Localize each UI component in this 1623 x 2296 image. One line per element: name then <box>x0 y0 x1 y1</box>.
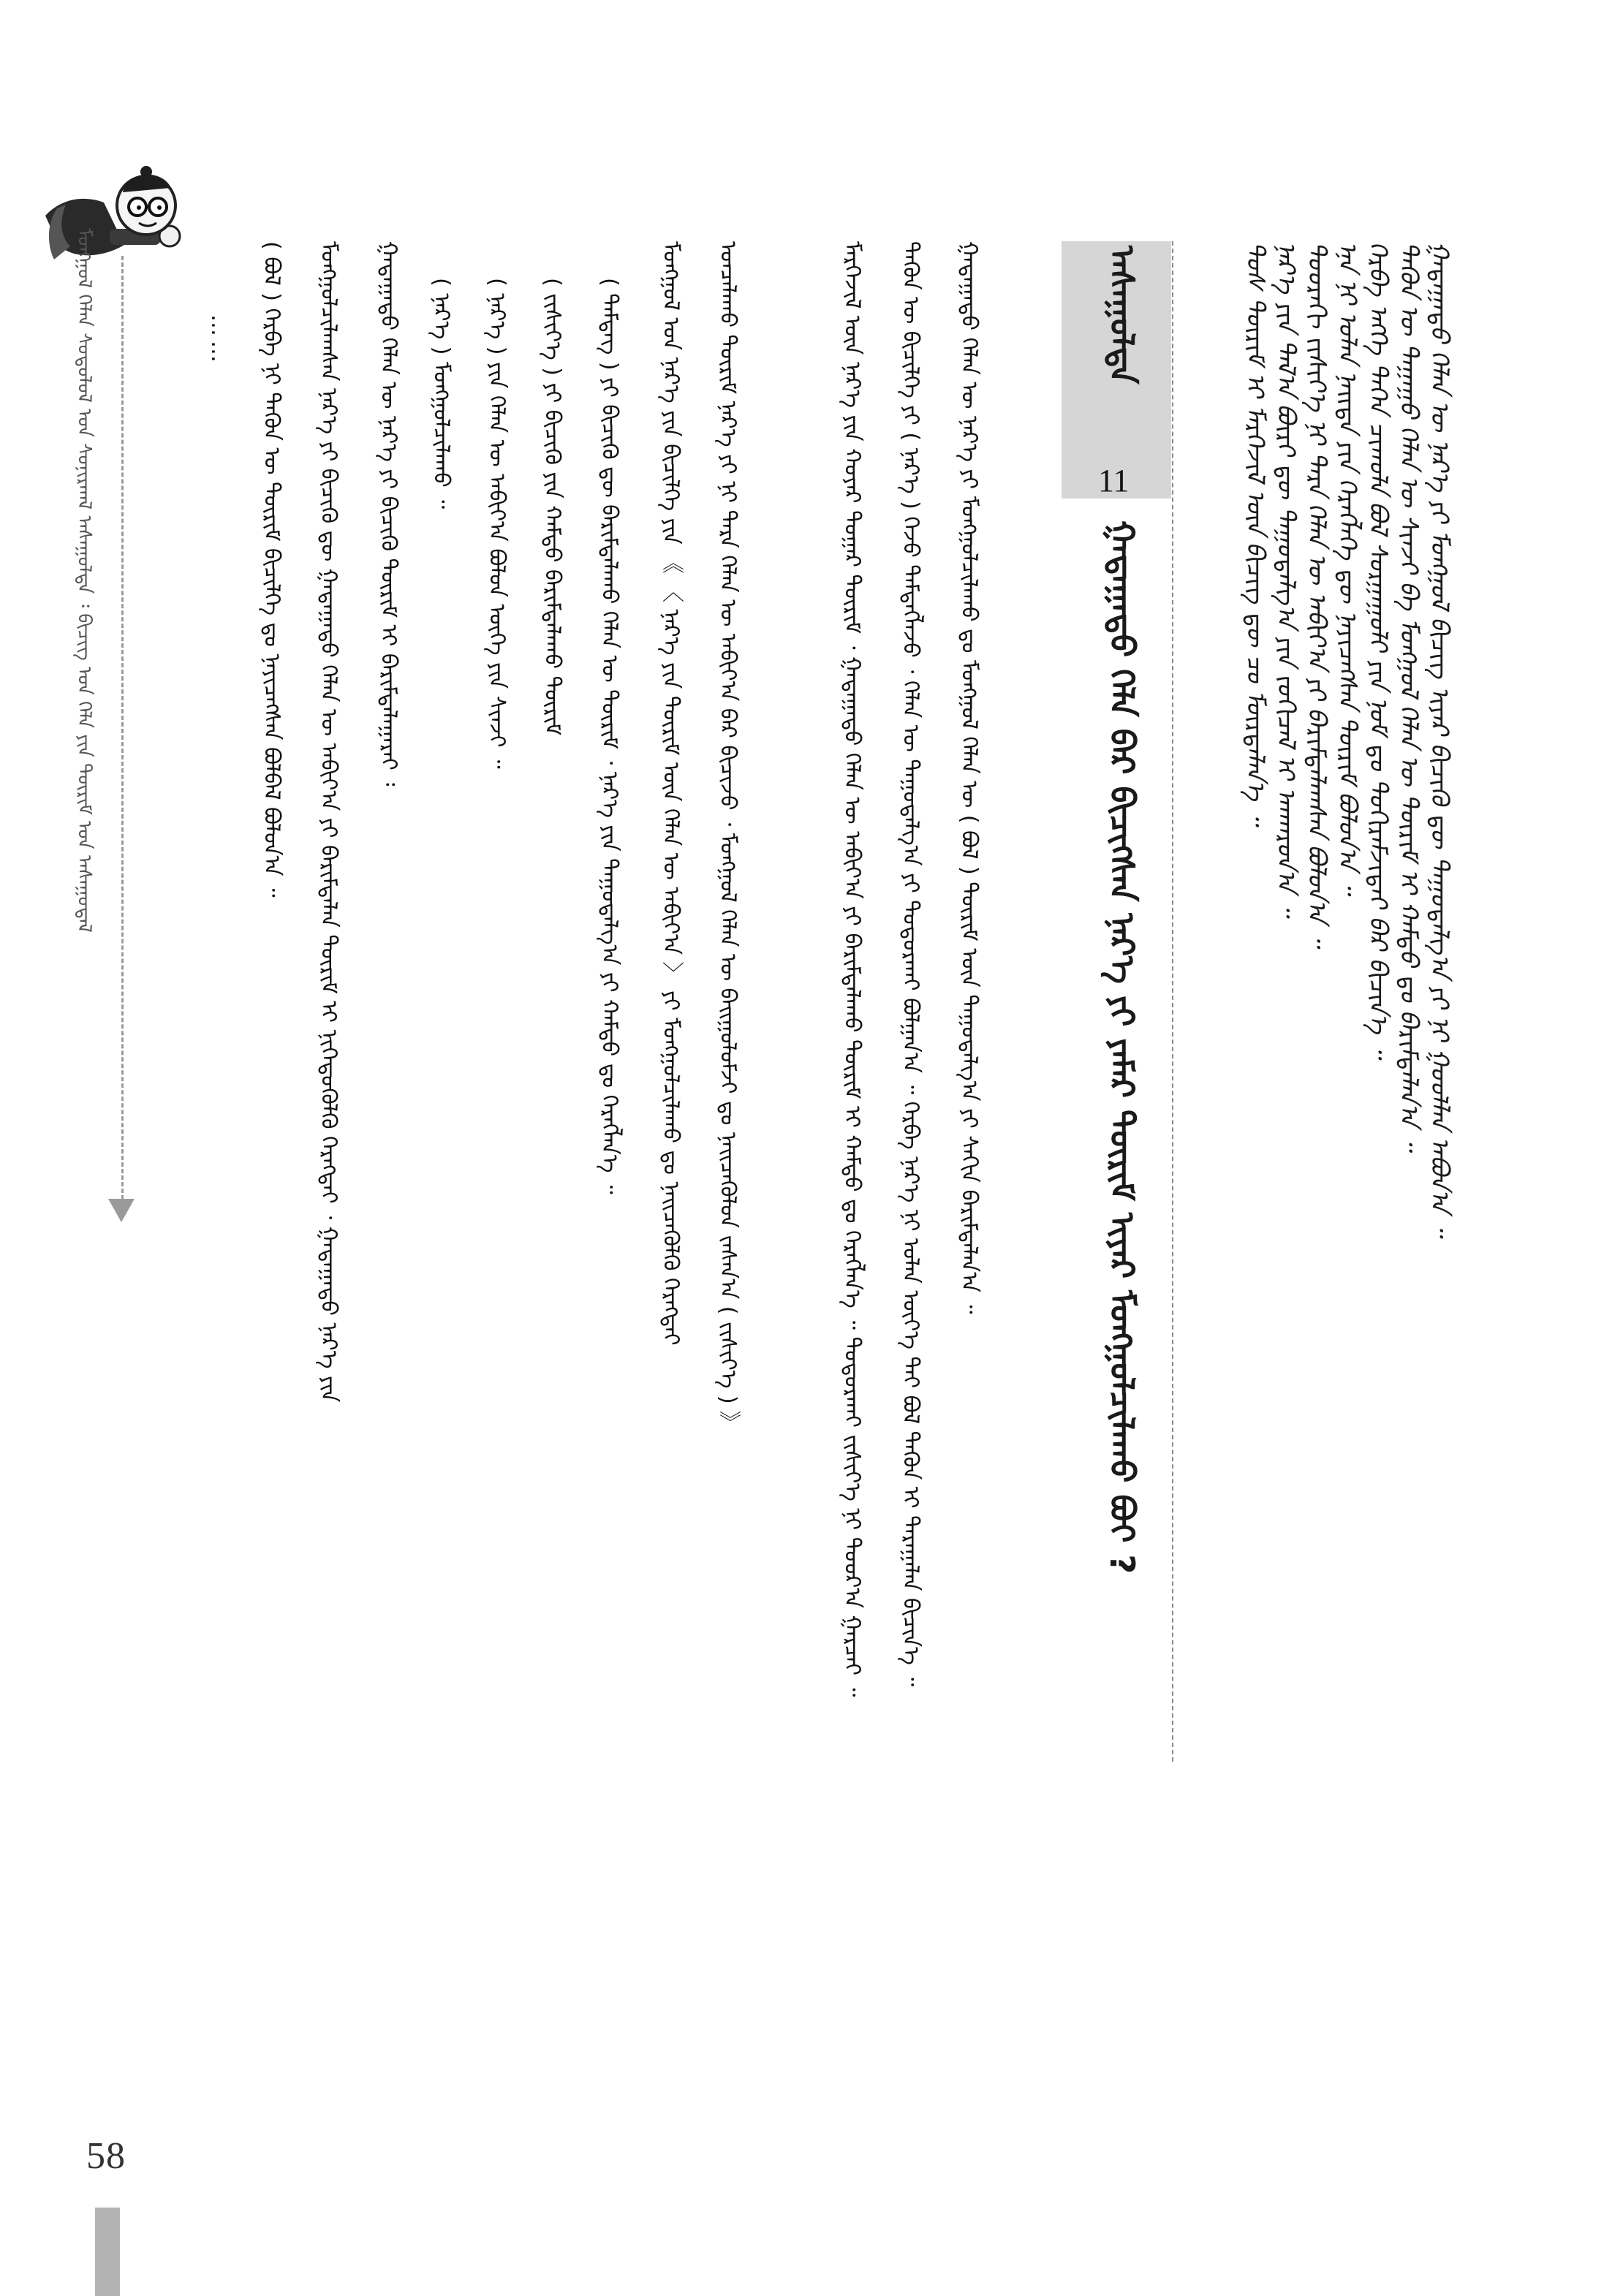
paragraph-line: ᠭᠠᠳᠠᠭᠠᠳᠤ ᠬᠡᠯᠡᠨ ᠦ ᠨᠡᠷ᠎ᠡ ᠶᠢ ᠮᠣᠩᠭᠣᠯᠴᠢᠯᠠᠬᠤ ᠳᠤ ᠮᠣᠩᠭᠣᠯ ᠬᠡᠯᠡᠨ ᠦ ( ᠪᠣᠯ ) ᠳᠦᠷᠢᠮ ᠦᠨ ᠳᠠᠭᠤᠳᠠᠯᠭ᠎ᠠ ᠶᠢ ᠰᠠᠬᠢᠨ ᠪᠠᠷᠢᠮᠲᠠᠯᠠᠨ᠎ᠠ ᠃ <box>956 241 982 1314</box>
paragraph-line: ᠣᠨᠴᠠᠯᠠᠬᠤ ᠳᠦᠷᠢᠮ ᠨᠡᠷ᠎ᠡ ᠶᠢ ᠨᠢ ᠲᠡᠷᠡ ᠬᠡᠯᠡᠨ ᠦ ᠠᠪᠢᠶ᠎ᠠ ᠪᠠᠷ ᠪᠢᠴᠢᠵᠦ ᠂ ᠮᠣᠩᠭᠣᠯ ᠬᠡᠯᠡᠨ ᠦ ᠪᠠᠢᠭᠤᠯᠤᠮᠵᠢ ᠳᠤ ᠨᠡᠢᠴᠡᠭᠦᠯᠦᠨ ᠵᠠᠰᠠᠨ᠎ᠠ ( ᠵᠢᠱᠢᠶ᠎ᠡ ) 》 <box>715 241 741 1433</box>
script-line: ᠭᠠᠳᠠᠭᠠᠳᠤ ᠬᠡᠯᠡᠨ ᠦ ᠨᠡᠷ᠎ᠡ ᠶᠢ ᠮᠣᠩᠭᠣᠯ ᠪᠢᠴᠢᠭ ᠢᠶᠡᠷ ᠪᠢᠴᠢᠬᠦ ᠳᠦ ᠳᠠᠭᠤᠳᠠᠯᠭ᠎ᠠ ᠶᠢ ᠨᠢ ᠭᠣᠤᠯᠯᠠᠨ ᠠᠪᠤᠨ᠎ᠠ ᠃ <box>1425 241 1454 1237</box>
paragraph-line: ᠮᠣᠩᠭᠣᠯ ᠤᠨ ᠨᠡᠷ᠎ᠡ ᠶᠢᠨ ᠪᠢᠴᠢᠯᠭᠡ ᠶᠢᠨ 《 〈 ᠨᠡᠷ᠎ᠡ ᠶᠢᠨ ᠳᠦᠷᠢᠮ ᠦᠨ ᠬᠡᠯᠡᠨ ᠦ ᠠᠪᠢᠶ᠎ᠠ 〉 ᠶᠢ ᠮᠣᠩᠭᠣᠯᠴᠢᠯᠠᠬᠤ ᠳᠤ ᠨᠡᠢᠴᠡᠭᠦᠯᠬᠦ ᠬᠡᠷᠡᠭᠲᠡᠢ <box>658 241 684 1346</box>
script-line: ᠡᠨᠡ ᠨᠢ ᠣᠯᠠᠨ ᠨᠡᠢᠲᠡ ᠶᠢᠨ ᠬᠡᠷᠡᠭᠯᠡᠭᠡ ᠳᠦ ᠨᠡᠶᠢᠴᠡᠭᠰᠡᠨ ᠳᠦᠷᠢᠮ ᠪᠣᠯᠤᠨ᠎ᠠ ᠃ <box>1333 241 1362 894</box>
script-line: ᠬᠡᠷᠪᠡ ᠡᠩᠭᠡ ᠳᠡᠭᠡᠨ ᠴᠢᠬᠤᠯᠠ ᠪᠣᠯ ᠰᠤᠷᠭᠠᠭᠤᠯᠢ ᠶᠢᠨ ᠨᠣᠮ ᠳᠤ ᠲᠣᠬᠢᠷᠠᠮᠵᠢᠲᠠᠢ ᠪᠠᠷ ᠪᠢᠴᠢᠨ᠎ᠡ ᠃ <box>1363 241 1393 1058</box>
question-title: ᠭᠠᠳᠠᠭᠠᠳᠤ ᠬᠡᠯᠡ ᠪᠡᠷ ᠪᠢᠴᠢᠭᠰᠡᠨ ᠨᠡᠷ᠎ᠡ ᠶᠢ ᠶᠠᠮᠠᠷ ᠳᠦᠷᠢᠮ ᠢᠶᠡᠷ ᠮᠣᠩᠭᠣᠯᠴᠢᠯᠠᠬᠤ ᠪᠤᠢ ? <box>1102 520 1142 1575</box>
script-line: ᠨᠡᠷ᠎ᠡ ᠶᠢᠨ ᠲᠠᠯ᠎ᠠ ᠪᠦᠷᠢ ᠳᠦ ᠳᠠᠭᠤᠳᠠᠯᠭ᠎ᠠ ᠶᠢᠨ ᠵᠣᠬᠢᠴᠠᠯ ᠢ ᠠᠨᠬᠠᠷᠤᠨ᠎ᠠ ᠃ <box>1271 241 1301 917</box>
list-item: ( ᠨᠡᠷ᠎ᠡ ) ᠶᠢᠨ ᠬᠡᠯᠡᠨ ᠦ ᠠᠪᠢᠶ᠎ᠠ ᠪᠤᠯᠤᠨ ᠦᠭᠡ ᠶᠢᠨ ᠰᠢᠨᠵᠢ ᠃ <box>484 278 510 769</box>
question-label: ᠠᠰᠠᠭᠤᠯᠲᠠ <box>1102 246 1142 384</box>
running-header-dashed-rule <box>121 256 124 1206</box>
list-item: ( ᠵᠢᠱᠢᠶ᠎ᠡ ) ᠶᠢ ᠪᠢᠴᠢᠬᠦ ᠶᠢᠨ ᠬᠠᠮᠲᠤ ᠪᠠᠷᠢᠮᠲᠠᠯᠠᠬᠤ ᠳᠦᠷᠢᠮ <box>540 278 565 736</box>
page-tab-marker <box>95 2208 120 2296</box>
paragraph-line: ᠮᠡᠷᠭᠡᠵᠢᠯ ᠦᠨ ᠨᠡᠷ᠎ᠡ ᠶᠢᠨ ᠬᠣᠶᠠᠷ ᠳᠤᠭᠠᠷ ᠳᠦᠷᠢᠮ ᠂ ᠭᠠᠳᠠᠭᠠᠳᠤ ᠬᠡᠯᠡᠨ ᠦ ᠠᠪᠢᠶ᠎ᠠ ᠶᠢ ᠪᠠᠷᠢᠮᠲᠠᠯᠠᠬᠤ ᠳᠦᠷᠢᠮ ᠢ ᠬᠠᠮᠲᠤ ᠳᠤ ᠬᠡᠷᠡᠭᠯᠡᠨ᠎ᠡ ᠃ ᠲᠣᠳᠣᠷᠬᠠᠢ ᠵᠢᠱᠢᠶ᠎ᠡ ᠨᠢ ᠳᠣᠣᠷ᠎ᠠ ᠭᠠᠷᠴᠠᠢ ᠃ <box>839 241 865 1697</box>
closing-line: ᠭᠠᠳᠠᠭᠠᠳᠤ ᠬᠡᠯᠡᠨ ᠦ ᠨᠡᠷ᠎ᠡ ᠶᠢ ᠪᠢᠴᠢᠬᠦ ᠳᠦᠷᠢᠮ ᠢ ᠪᠠᠷᠢᠮᠲᠠᠯᠠᠭᠠᠷᠠᠢ ᠄ <box>376 241 401 787</box>
paragraph-line: ᠲᠡᠭᠦᠨ ᠦ ᠪᠢᠴᠢᠯᠭᠡ ᠶᠢ ( ᠨᠡᠷ᠎ᠡ ) ᠭᠡᠵᠦ ᠲᠡᠮᠳᠡᠭᠯᠡᠵᠦ ᠂ ᠬᠡᠯᠡᠨ ᠦ ᠳᠠᠭᠤᠳᠠᠯᠭ᠎ᠠ ᠶᠢ ᠲᠣᠳᠣᠷᠬᠠᠢ ᠪᠣᠯᠭᠠᠨ᠎ᠠ ᠃ ᠬᠡᠷᠪᠡ ᠨᠡᠷ᠎ᠡ ᠨᠢ ᠣᠯᠠᠨ ᠦᠶ᠎ᠡ ᠲᠠᠢ ᠪᠣᠯ ᠲᠡᠭᠦᠨ ᠢ ᠳᠠᠷᠠᠭᠠᠯᠠᠨ ᠪᠢᠴᠢᠨ᠎ᠡ ᠃ <box>898 241 923 1687</box>
list-item: ( ᠲᠡᠮᠳᠡᠭ ) ᠶᠢ ᠪᠢᠴᠢᠬᠦ ᠳᠦ ᠪᠠᠷᠢᠮᠲᠠᠯᠠᠬᠤ ᠬᠡᠯᠡᠨ ᠦ ᠳᠦᠷᠢᠮ ᠂ ᠨᠡᠷ᠎ᠡ ᠶᠢᠨ ᠳᠠᠭᠤᠳᠠᠯᠭ᠎ᠠ ᠶᠢ ᠬᠠᠮᠲᠤ ᠳᠤ ᠬᠡᠷᠡᠭᠯᠡᠨ᠎ᠡ ᠃ <box>597 278 622 1194</box>
closing-line: ( ᠪᠣᠯ ) ᠬᠡᠷᠪᠡ ᠨᠢ ᠲᠡᠭᠦᠨ ᠦ ᠳᠦᠷᠢᠮ ᠪᠢᠴᠢᠯᠭᠡ ᠳᠤ ᠨᠡᠶᠢᠴᠡᠭᠰᠡᠨ ᠪᠣᠯᠪᠠᠯ ᠪᠣᠯᠤᠨ᠎ᠠ ᠃ <box>259 241 284 898</box>
running-header-arrow-icon <box>108 1199 135 1222</box>
closing-line: ᠮᠣᠩᠭᠣᠯᠴᠢᠯᠠᠭᠰᠠᠨ ᠨᠡᠷ᠎ᠡ ᠶᠢ ᠪᠢᠴᠢᠬᠦ ᠳᠦ ᠭᠠᠳᠠᠭᠠᠳᠤ ᠬᠡᠯᠡᠨ ᠦ ᠠᠪᠢᠶ᠎ᠠ ᠶᠢ ᠪᠠᠷᠢᠮᠲᠠᠯᠠᠨ ᠳᠦᠷᠢᠮ ᠢ ᠨᠢᠭᠡᠳᠦᠭᠦᠯᠬᠦ ᠬᠡᠷᠡᠭᠲᠡᠢ ᠂ ᠭᠠᠳᠠᠭᠠᠳᠤ ᠨᠡᠷ᠎ᠡ ᠶᠢᠨ <box>316 241 341 1403</box>
mascot-scholar-icon <box>37 135 205 281</box>
running-header: ᠮᠣᠩᠭᠣᠯ ᠬᠡᠯᠡᠨ ᠰᠤᠳᠤᠯᠤᠯ ᠤᠨ ᠰᠣᠨᠢᠷᠬᠠᠯ ᠠᠰᠠᠭᠤᠯᠲᠠ ᠄ ᠪᠢᠴᠢᠭ ᠤᠨ ᠬᠡᠯᠡ ᠶᠢᠨ ᠳᠦᠷᠢᠮ ᠤᠨ ᠠᠰᠠᠭᠤᠳᠠᠯ <box>73 228 95 933</box>
script-line: ᠳᠣᠣᠷᠠᠬᠢ ᠵᠢᠱᠢᠶ᠎ᠡ ᠨᠢ ᠲᠡᠷᠡ ᠬᠡᠯᠡᠨ ᠦ ᠠᠪᠢᠶ᠎ᠠ ᠶᠢ ᠪᠠᠷᠢᠮᠲᠠᠯᠠᠭᠰᠠᠨ ᠪᠣᠯᠤᠨ᠎ᠠ ᠃ <box>1302 241 1331 947</box>
page-number: 58 <box>86 2135 126 2177</box>
question-number: 11 <box>1098 463 1130 499</box>
script-line: ᠲᠡᠭᠦᠨ ᠦ ᠳᠠᠭᠠᠭᠤ ᠬᠡᠯᠡᠨ ᠦ ᠰᠢᠨᠵᠢ ᠪᠠ ᠮᠣᠩᠭᠣᠯ ᠬᠡᠯᠡᠨ ᠦ ᠳᠦᠷᠢᠮ ᠢ ᠬᠠᠮᠲᠤ ᠳᠤ ᠪᠠᠷᠢᠮᠲᠠᠯᠠᠨ᠎ᠠ ᠃ <box>1394 241 1423 1151</box>
title-dashed-rule <box>1172 241 1173 1762</box>
script-line: ᠲᠣᠰ ᠳᠦᠷᠢᠮ ᠢ ᠮᠡᠷᠭᠡᠵᠢᠯ ᠦᠨ ᠪᠢᠴᠢᠭ ᠳᠦ ᠴᠤ ᠮᠦᠷᠳᠡᠯᠡᠨ᠎ᠡ ᠃ <box>1241 241 1270 825</box>
list-item: ( ᠨᠡᠷ᠎ᠡ ) ᠮᠣᠩᠭᠣᠯᠴᠢᠯᠠᠬᠤ ᠃ <box>428 278 454 509</box>
ellipsis: …… <box>206 314 232 367</box>
